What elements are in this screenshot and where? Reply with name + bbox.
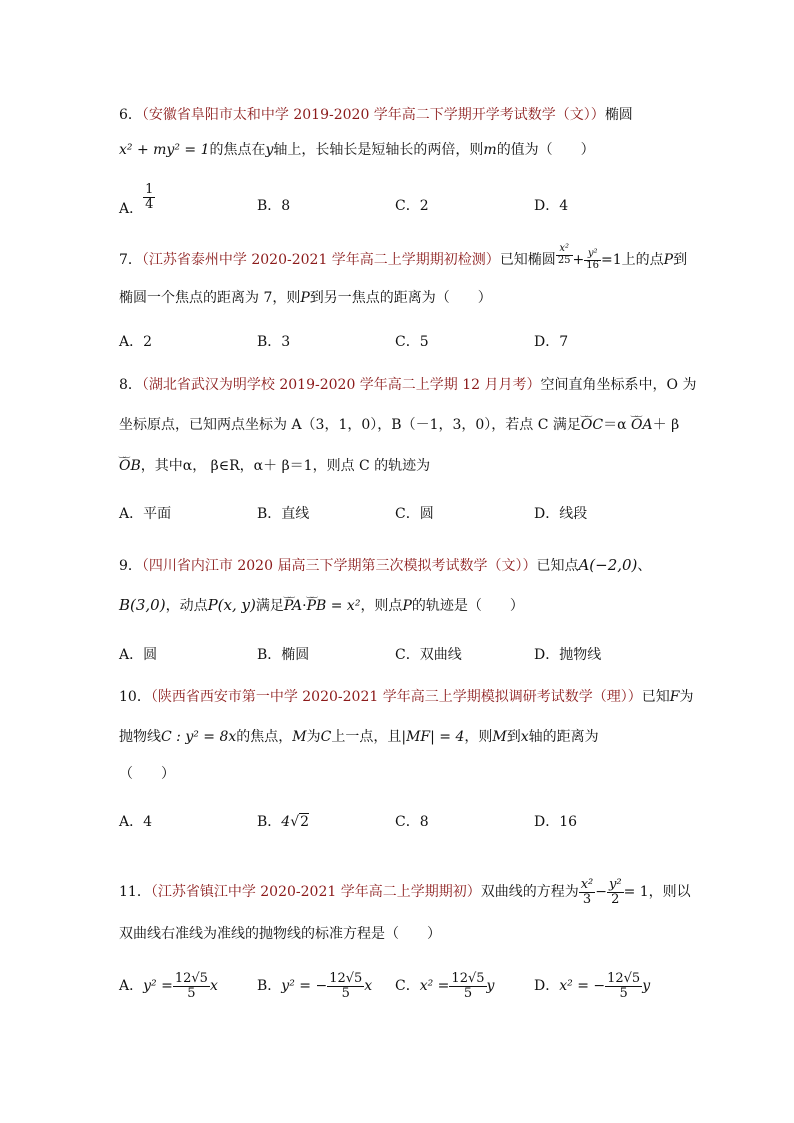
q11-a-lhs: y² =: [143, 978, 173, 995]
q10-number: 10．: [119, 689, 151, 705]
q8-plus-beta: ＋ β: [652, 417, 680, 433]
q11-option-d[interactable]: [534, 972, 650, 1000]
q10-option-d[interactable]: D．16: [534, 814, 578, 830]
q9-vec-pb: ‿‿ PB: [307, 598, 327, 614]
q10-text2: 为: [679, 689, 694, 705]
q10-line3: （ ）: [119, 766, 175, 782]
q11-c-num: 12√5: [451, 971, 485, 986]
q8-line1: [119, 374, 696, 394]
q8-line2a: 坐标原点，已知两点坐标为 A（3，1，0），B（－1，3，0），若点 C 满足: [119, 417, 581, 433]
q9-p2: P: [402, 598, 412, 614]
q6-source: （安徽省阜阳市太和中学 2019-2020 学年高二下学期开学考试数学（文））: [141, 107, 605, 123]
q11-line2: 双曲线右准线为准线的抛物线的标准方程是（ ）: [119, 926, 441, 942]
q6-y: y: [265, 142, 274, 158]
q7-line2: [119, 287, 492, 307]
q9-vec-pa: ‿‿ PA: [284, 598, 302, 614]
q11-a-den: 5: [187, 985, 196, 1001]
q11-c-lhs: x² =: [419, 978, 450, 995]
sqrt-icon: √: [290, 814, 300, 830]
q9-point-a: A(−2,0): [578, 556, 638, 574]
q10-line2g: 轴的距离为: [528, 729, 599, 745]
q11-options: [119, 972, 679, 1016]
q7-frac-y: [584, 249, 601, 271]
q6-number: 6．: [119, 107, 142, 123]
q10-line2d: 上一点，且: [331, 729, 402, 745]
q11-b-frac: [327, 972, 364, 1000]
q7-source: （江苏省泰州中学 2020-2021 学年高二上学期期初检测）: [141, 252, 500, 268]
q7-options: [119, 331, 679, 361]
q6-text1: 椭圆: [604, 107, 633, 123]
q9-text3: 满足: [255, 598, 284, 614]
q11-frac-y: [607, 878, 624, 906]
q11-d-num: 12√5: [607, 971, 641, 986]
q8-number: 8．: [119, 377, 142, 393]
q6-a-denominator: 4: [145, 196, 154, 212]
q8-option-b[interactable]: B．直线: [257, 506, 310, 522]
q9-text2: ，动点: [165, 598, 208, 614]
q7-text2: 上的点: [621, 252, 664, 268]
q8-line3-text: ，其中α， β∈R，α＋ β＝1，则点 C 的轨迹为: [140, 458, 431, 474]
q10-option-b[interactable]: [257, 811, 309, 831]
q6-equation: x² + my² = 1: [119, 142, 210, 158]
q9-point-b: B(3,0): [119, 596, 166, 614]
q8-options: [119, 503, 679, 533]
q11-a-frac: [173, 972, 210, 1000]
q7-f2-num: y²: [584, 249, 601, 261]
q6-a-numerator: 1: [145, 182, 154, 197]
q11-eq1: = 1: [623, 884, 649, 901]
q6-text3: 轴上，长轴长是短轴长的两倍，则: [273, 142, 484, 158]
q11-c-den: 5: [463, 985, 473, 1001]
q7-number: 7．: [119, 252, 142, 268]
q9-text1: 已知点: [536, 558, 579, 574]
q11-c-var: y: [486, 978, 495, 995]
q10-options: [119, 811, 679, 841]
q6-text2: 的焦点在: [209, 142, 266, 158]
q11-line1: [119, 878, 691, 906]
q8-option-c[interactable]: C．圆: [395, 506, 434, 522]
q7-line2b: 到另一焦点的距离为（ ）: [309, 290, 492, 306]
q8-vec-oa: ‿‿ OA: [631, 417, 653, 433]
q10-source: （陕西省西安市第一中学 2020-2021 学年高三上学期模拟调研考试数学（理））: [150, 689, 642, 705]
q6-option-b[interactable]: B．8: [257, 198, 291, 214]
q8-eq-alpha: ＝α: [603, 417, 627, 433]
q11-b-label: B．: [257, 978, 282, 995]
q11-c-label: C．: [395, 978, 420, 995]
q9-text5: 的轨迹是（ ）: [411, 598, 524, 614]
q7-eq1: =1: [601, 252, 622, 268]
q11-d-lhs: x² = −: [559, 978, 606, 995]
q6-line2: [119, 139, 595, 159]
q9-text4: ，则点: [360, 598, 403, 614]
q9-option-a[interactable]: A．圆: [119, 647, 158, 663]
q9-option-d[interactable]: D．抛物线: [534, 647, 602, 663]
q10-option-c[interactable]: C．8: [395, 814, 429, 830]
q7-p2: P: [300, 290, 310, 306]
q11-option-a[interactable]: [119, 972, 218, 1000]
q6-option-a-label: A．: [119, 201, 144, 218]
q9-line1: [119, 555, 651, 575]
q9-option-b[interactable]: B．椭圆: [257, 647, 310, 663]
q10-c2: C: [320, 729, 332, 745]
q6-text4: 的值为（ ）: [496, 142, 595, 158]
q9-source: （四川省内江市 2020 届高三下学期第三次模拟考试数学（文））: [141, 558, 537, 574]
q6-line1: [119, 104, 633, 124]
q9-dot: ·: [302, 598, 307, 614]
q6-m: m: [483, 142, 497, 158]
q11-f1-num: x²: [580, 877, 594, 892]
q10-mf: |MF| = 4: [401, 729, 465, 745]
q10-line2a: 抛物线: [119, 729, 161, 745]
q7-option-d[interactable]: D．7: [534, 334, 569, 350]
q6-options: [119, 182, 679, 218]
q7-line1: [119, 243, 688, 271]
q8-option-a[interactable]: A．平面: [119, 506, 172, 522]
q7-p: P: [663, 252, 674, 268]
q8-option-d[interactable]: D．线段: [534, 506, 588, 522]
q10-m2: M: [492, 729, 507, 745]
q11-text2: ，则以: [648, 884, 691, 901]
q10-option-a[interactable]: A．4: [119, 814, 153, 830]
q9-line2: [119, 595, 524, 615]
q7-f1-den: 25: [557, 254, 571, 266]
q6-option-c[interactable]: C．2: [395, 198, 429, 214]
q6-option-a-frac: [143, 183, 155, 211]
q10-line2: [119, 726, 599, 746]
q7-option-a[interactable]: A．2: [119, 334, 153, 350]
q10-text1: 已知: [641, 689, 670, 705]
q11-number: 11．: [119, 884, 151, 901]
q11-b-var: x: [364, 978, 373, 995]
q9-point-p: P(x, y): [207, 596, 256, 614]
q11-b-lhs: y² = −: [281, 978, 328, 995]
q11-f1-den: 3: [582, 891, 592, 907]
q8-source: （湖北省武汉为明学校 2019-2020 学年高二上学期 12 月月考）: [141, 377, 541, 393]
q11-source: （江苏省镇江中学 2020-2021 学年高二上学期期初）: [150, 884, 481, 901]
q11-f2-num: y²: [609, 877, 622, 892]
q10-b-coef: 4: [281, 814, 291, 830]
q11-d-label: D．: [534, 978, 560, 995]
q10-f: F: [669, 689, 680, 705]
q8-vec-oc: ‿‿ OC: [581, 417, 603, 433]
q8-line2: [119, 414, 679, 434]
q11-f2-den: 2: [611, 891, 620, 907]
q8-vec-ob: ‿‿ OB: [119, 458, 141, 474]
q11-text1: 双曲线的方程为: [480, 884, 579, 901]
q10-line2b: 的焦点，: [236, 729, 293, 745]
q10-line2c: 为: [306, 729, 321, 745]
q8-text1: 空间直角坐标系中，O 为: [540, 377, 697, 393]
q7-option-c[interactable]: C．5: [395, 334, 429, 350]
q11-minus: −: [595, 884, 607, 901]
q10-m: M: [292, 729, 307, 745]
q10-b-label: B．: [257, 814, 282, 830]
q11-frac-x: [579, 878, 596, 906]
q6-option-d[interactable]: D．4: [534, 198, 569, 214]
q7-plus: +: [572, 252, 585, 268]
q7-option-b[interactable]: B．3: [257, 334, 291, 350]
q7-line2a: 椭圆一个焦点的距离为 7，则: [119, 290, 301, 306]
q7-text1: 已知椭圆: [499, 252, 556, 268]
q9-options: [119, 644, 679, 674]
q11-d-den: 5: [619, 985, 628, 1001]
q7-text3: 到: [673, 252, 688, 268]
q10-line2e: ，则: [464, 729, 493, 745]
q7-frac-x: [556, 244, 573, 266]
q11-c-frac: [449, 972, 486, 1000]
q6-option-a[interactable]: [119, 182, 155, 218]
q11-d-frac: [605, 972, 642, 1000]
q9-option-c[interactable]: C．双曲线: [395, 647, 462, 663]
q11-d-var: y: [642, 978, 651, 995]
q9-number: 9．: [119, 558, 142, 574]
q10-x: x: [520, 729, 529, 745]
q11-a-label: A．: [119, 978, 144, 995]
q11-a-num: 12√5: [174, 971, 208, 986]
q11-option-c[interactable]: [395, 972, 494, 1000]
q9-dun: 、: [637, 558, 652, 574]
q11-option-b[interactable]: [257, 972, 372, 1000]
q7-f2-den: 16: [586, 259, 600, 271]
q9-eq: = x²: [326, 598, 361, 614]
q11-b-num: 12√5: [329, 971, 363, 986]
q10-b-radicand: 2: [300, 814, 310, 830]
q11-b-den: 5: [341, 985, 350, 1001]
q11-a-var: x: [209, 978, 218, 995]
q10-line2f: 到: [506, 729, 521, 745]
q8-line3: [119, 455, 430, 475]
q7-f1-num: x²: [556, 244, 573, 256]
q10-parabola: C : y² = 8x: [161, 729, 237, 745]
q10-line1: [119, 686, 693, 706]
